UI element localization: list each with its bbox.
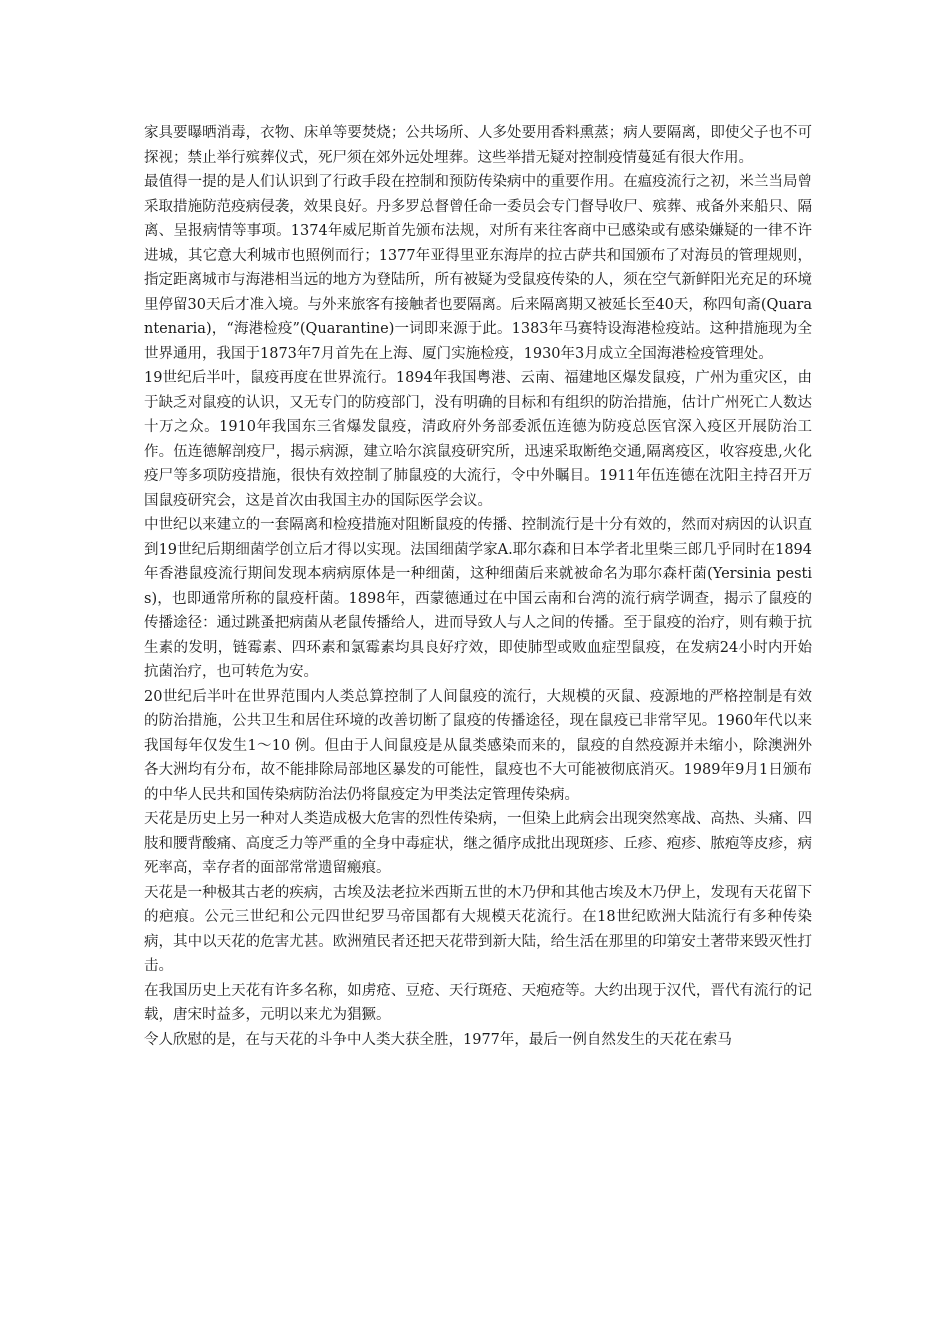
paragraph-19th-century-plague: 19世纪后半叶，鼠疫再度在世界流行。1894年我国粤港、云南、福建地区爆发鼠疫，广州为重灾区，由于缺乏对鼠疫的认识，又无专门的防疫部门，没有明确的目标和有组织的防治措施，估计广州死亡人数达十万之众。1910年我国东三省爆发鼠疫，清政府外务部委派伍连德为防疫总医官深入疫区开展防治工作。伍连德解剖疫尸，揭示病源，建立哈尔滨鼠疫研究所，迅速采取断绝交通,隔离疫区，收容疫患,火化疫尸等多项防疫措施，很快有效控制了肺鼠疫的大流行，令中外瞩目。1911年伍连德在沈阳主持召开万国鼠疫研究会，这是首次由我国主办的国际医学会议。 (144, 370, 812, 509)
paragraph-plague-bacteriology: 中世纪以来建立的一套隔离和检疫措施对阻断鼠疫的传播、控制流行是十分有效的，然而对病因的认识直到19世纪后期细菌学创立后才得以实现。法国细菌学家A.耶尔森和日本学者北里柴三郎几乎同时在1894年香港鼠疫流行期间发现本病病原体是一种细菌，这种细菌后来就被命名为耶尔森杆菌(Yersinia pestis)，也即通常所称的鼠疫杆菌。1898年，西蒙德通过在中国云南和台湾的流行病学调查，揭示了鼠疫的传播途径：通过跳蚤把病菌从老鼠传播给人，进而导致人与人之间的传播。至于鼠疫的治疗，则有赖于抗生素的发明，链霉素、四环素和氯霉素均具良好疗效，即使肺型或败血症型鼠疫，在发病24小时内开始抗菌治疗，也可转危为安。 (144, 517, 812, 680)
paragraph-quarantine-history: 最值得一提的是人们认识到了行政手段在控制和预防传染病中的重要作用。在瘟疫流行之初，米兰当局曾采取措施防范疫病侵袭，效果良好。丹多罗总督曾任命一委员会专门督导收尸、殡葬、戒备外来船只、隔离、呈报病情等事项。1374年威尼斯首先颁布法规，对所有来往客商中已感染或有感染嫌疑的一律不许进城，其它意大利城市也照例而行；1377年亚得里亚东海岸的拉古萨共和国颁布了对海员的管理规则，指定距离城市与海港相当远的地方为登陆所，所有被疑为受鼠疫传染的人，须在空气新鲜阳光充足的环境里停留30天后才准入境。与外来旅客有接触者也要隔离。后来隔离期又被延长至40天，称四旬斋(Quarantenaria)，“海港检疫”(Quarantine)一词即来源于此。1383年马赛特设海港检疫站。这种措施现为全世界通用，我国于1873年7月首先在上海、厦门实施检疫，1930年3月成立全国海港检疫管理处。 (144, 174, 813, 362)
paragraph-smallpox-history: 天花是一种极其古老的疾病，古埃及法老拉米西斯五世的木乃伊和其他古埃及木乃伊上，发现有天花留下的疤痕。公元三世纪和公元四世纪罗马帝国都有大规模天花流行。在18世纪欧洲大陆流行有多种传染病，其中以天花的危害尤甚。欧洲殖民者还把天花带到新大陆，给生活在那里的印第安土著带来毁灭性打击。 (144, 884, 812, 974)
paragraph-smallpox-china: 在我国历史上天花有许多名称，如虏疮、豆疮、天行斑疮、天疱疮等。大约出现于汉代，晋代有流行的记载，唐宋时益多，元明以来尤为猖獗。 (144, 982, 812, 1023)
document-body (144, 121, 812, 1052)
paragraph-smallpox-intro: 天花是历史上另一种对人类造成极大危害的烈性传染病，一但染上此病会出现突然寒战、高热、头痛、四肢和腰背酸痛、高度乏力等严重的全身中毒症状，继之循序成批出现斑疹、丘疹、疱疹、脓疱等皮疹，病死率高，幸存者的面部常常遗留瘢痕。 (144, 811, 812, 876)
paragraph-smallpox-eradication: 令人欣慰的是，在与天花的斗争中人类大获全胜，1977年，最后一例自然发生的天花在索马 (144, 1031, 732, 1048)
paragraph-20th-century-control: 20世纪后半叶在世界范围内人类总算控制了人间鼠疫的流行，大规模的灭鼠、疫源地的严格控制是有效的防治措施，公共卫生和居住环境的改善切断了鼠疫的传播途径，现在鼠疫已非常罕见。1960年代以来我国每年仅发生1～10 例。但由于人间鼠疫是从鼠类感染而来的，鼠疫的自然疫源并未缩小，除澳洲外各大洲均有分布，故不能排除局部地区暴发的可能性，鼠疫也不大可能被彻底消灭。1989年9月1日颁布的中华人民共和国传染病防治法仍将鼠疫定为甲类法定管理传染病。 (144, 688, 812, 803)
paragraph-disinfection-measures: 家具要曝晒消毒，衣物、床单等要焚烧；公共场所、人多处要用香料熏蒸；病人要隔离，即使父子也不可探视；禁止举行殡葬仪式，死尸须在郊外远处埋葬。这些举措无疑对控制疫情蔓延有很大作用。 (144, 125, 812, 166)
